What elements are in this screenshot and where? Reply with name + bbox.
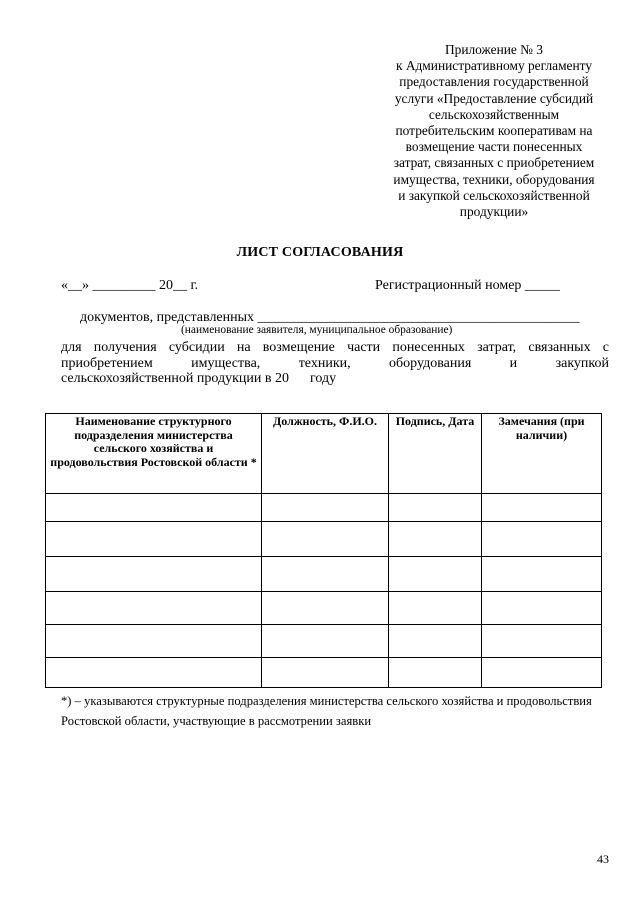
appendix-line: возмещение части понесенных [405,139,583,155]
table-cell [482,658,602,688]
table-cell [389,522,482,557]
purpose-line: приобретением имущества, техники, оборудования и закупкой [61,355,609,371]
appendix-line: потребительским кооперативам на [395,123,593,139]
table-cell [262,557,389,592]
table-cell [482,557,602,592]
table-cell [46,658,262,688]
table-cell [46,522,262,557]
appendix-line: имущества, техники, оборудования [393,171,595,187]
table-header-row [46,414,602,494]
applicant-caption: (наименование заявителя, муниципальное образование) [181,324,453,336]
table-row [46,494,602,522]
document-title: ЛИСТ СОГЛАСОВАНИЯ [236,245,404,260]
column-header-position: Должность, Ф.И.О. [262,414,389,494]
table-cell [389,494,482,522]
purpose-line: сельскохозяйственной продукции в 20 году [61,371,337,386]
purpose-line: для получения субсидии на возмещение части понесенных затрат, связанных с [61,340,609,355]
approval-table-container [45,413,602,688]
footnote: *) – указываются структурные подразделения министерства сельского хозяйства и продовольствия Ростовской области, участвующие в рассмотрении заявки [61,694,592,728]
table-cell [389,557,482,592]
appendix-line: сельскохозяйственным [428,106,560,122]
table-row [46,522,602,557]
table-row [46,592,602,625]
column-header-signature: Подпись, Дата [389,414,482,494]
table-cell [262,658,389,688]
table-cell [262,592,389,625]
date-line: «__» _________ 20__ г. [61,278,199,293]
column-header-remarks: Замечания (при наличии) [482,414,602,494]
table-cell [482,625,602,658]
table-cell [262,625,389,658]
table-row [46,557,602,592]
approval-table [45,413,602,688]
table-cell [46,557,262,592]
table-cell [262,494,389,522]
table-cell [482,522,602,557]
column-header-department: Наименование структурного подразделения министерства сельского хозяйства и продовольствия Ростовской области * [46,414,262,494]
purpose-paragraph [61,340,609,387]
appendix-line: и закупкой сельскохозяйственной [398,187,590,203]
appendix-line: к Административному регламенту [395,58,593,74]
appendix-line: услуги «Предоставление субсидий [394,90,594,106]
table-cell [46,592,262,625]
registration-number-line: Регистрационный номер _____ [375,278,560,293]
table-cell [262,522,389,557]
table-cell [46,494,262,522]
documents-submitted-line: документов, представленных ______________________________________________ [80,310,580,325]
table-row [46,625,602,658]
appendix-line: предоставления государственной [399,74,589,90]
table-cell [482,494,602,522]
page-number: 43 [597,852,609,866]
appendix-header [372,42,616,220]
table-row [46,658,602,688]
appendix-line: продукции» [459,204,529,220]
table-cell [46,625,262,658]
table-cell [389,592,482,625]
table-cell [389,625,482,658]
appendix-line: Приложение № 3 [444,42,544,57]
appendix-line: затрат, связанных с приобретением [393,155,595,171]
table-cell [482,592,602,625]
table-cell [389,658,482,688]
